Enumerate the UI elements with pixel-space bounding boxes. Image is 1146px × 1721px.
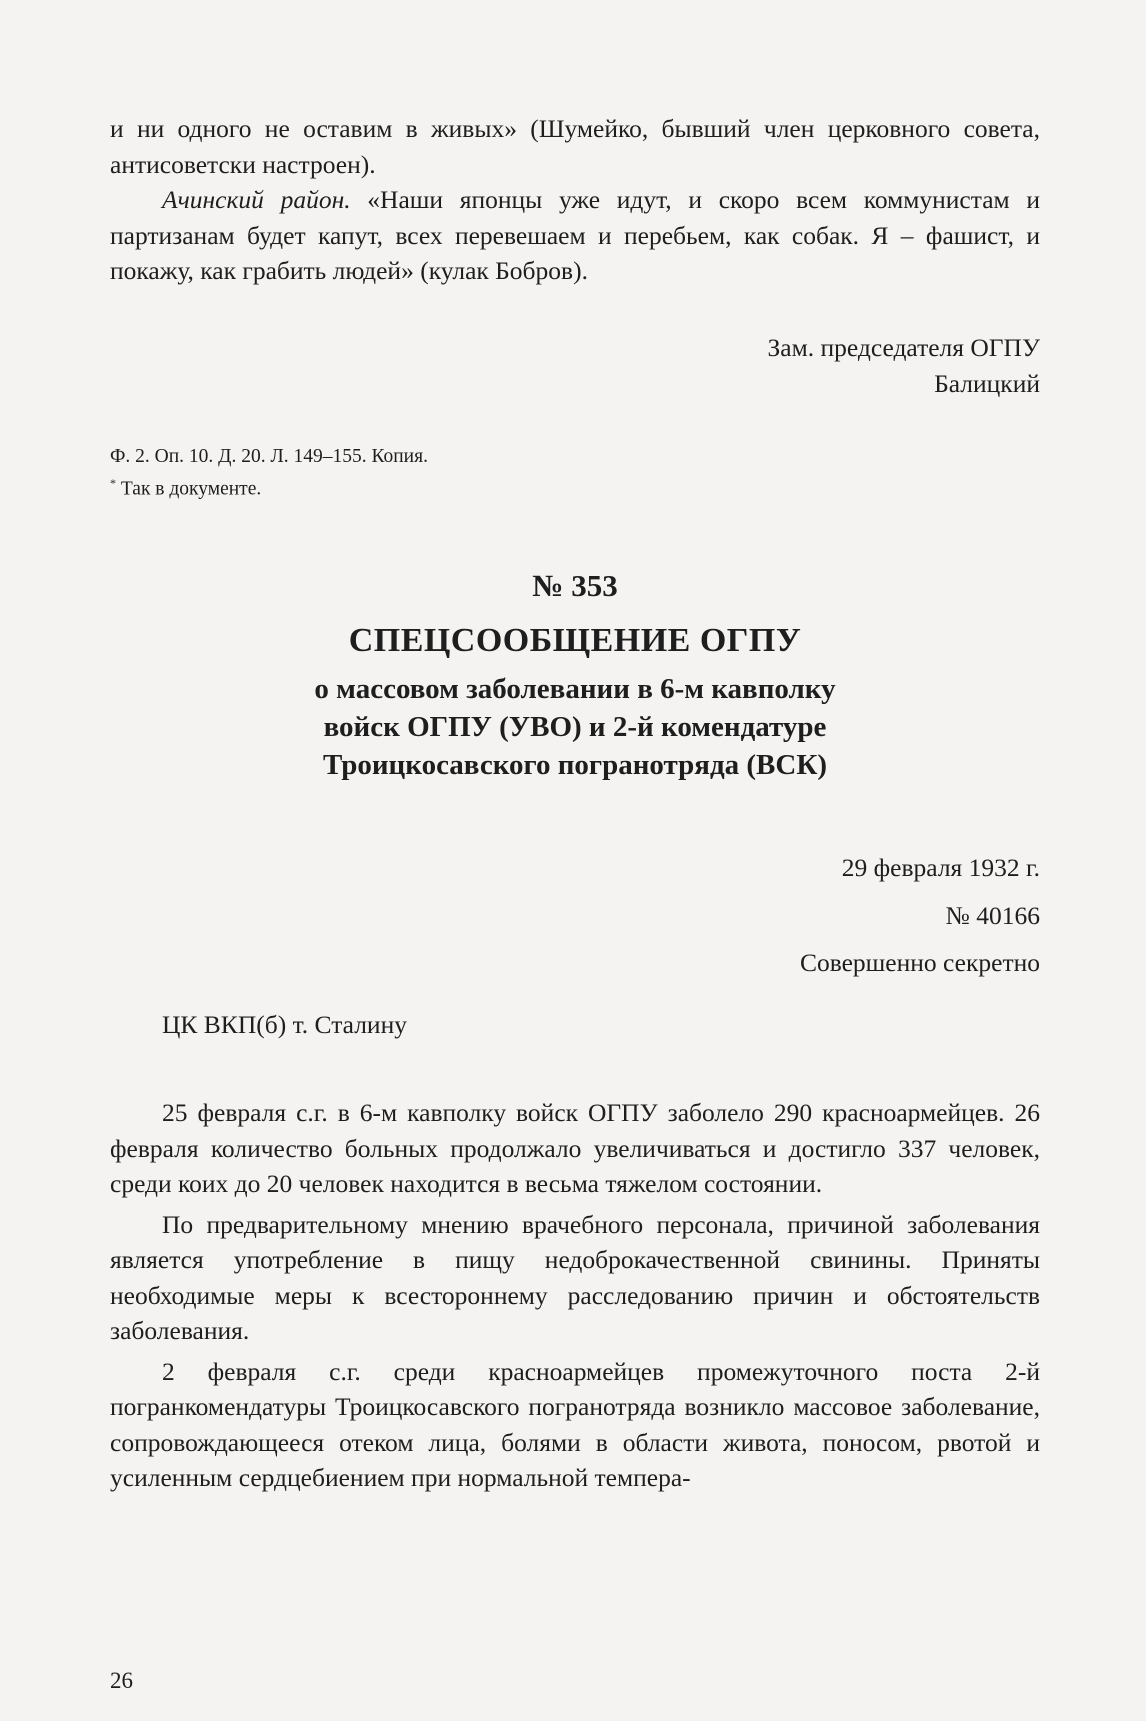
footnote-mark: *	[110, 476, 116, 490]
prev-paragraph-1: и ни одного не оставим в живых» (Шумейко, бывший член церковного совета, антисоветски настроен).	[110, 114, 1040, 179]
prev-paragraph-2	[110, 182, 1040, 289]
doc-meta	[110, 850, 1040, 981]
doc-title: СПЕЦСООБЩЕНИЕ ОГПУ	[348, 622, 802, 659]
addressee-block	[110, 1007, 1040, 1043]
district-name: Ачинский район.	[162, 185, 351, 214]
archive-reference: Ф. 2. Оп. 10. Д. 20. Л. 149–155. Копия.	[110, 446, 428, 467]
archive-notes	[110, 444, 1040, 503]
doc-subtitle-line-1: о массовом заболевании в 6-м кавполку	[314, 673, 836, 705]
doc-date: 29 февраля 1932 г.	[841, 853, 1040, 882]
signature-block	[110, 330, 1040, 401]
body-paragraph: 25 февраля с.г. в 6-м кавполку войск ОГПУ заболело 290 красноармейцев. 26 февраля количество больных продолжало увеличиваться и достигло 337 человек, среди коих до 20 человек находится в весьма тяжелом состоянии.	[110, 1098, 1040, 1198]
signature-name: Балицкий	[934, 368, 1040, 398]
body-paragraph: 2 февраля с.г. среди красноармейцев промежуточного поста 2-й погранкомендатуры Троицкосавского погранотряда возникло массовое заболевание, сопровождающееся отеком лица, болями в области живота, поносом, рвотой и усиленным сердцебиением при нормальной темпера-	[110, 1356, 1040, 1492]
doc-subtitle-line-2: войск ОГПУ (УВО) и 2-й комендатуре	[323, 711, 827, 743]
doc-number: № 353	[532, 568, 618, 603]
doc-heading	[110, 568, 1040, 784]
prev-doc-text	[110, 111, 1040, 289]
doc-reg-number: № 40166	[945, 900, 1040, 930]
doc-body	[110, 1095, 1040, 1496]
footnote-text: Так в документе.	[116, 478, 262, 500]
prev-paragraph-2-text: «Наши японцы уже идут, и скоро всем коммунистам и партизанам будет капут, всех перевешаем и перебьем, как собак. Я – фашист, и покажу, как грабить людей» (кулак Бобров).	[110, 185, 1040, 285]
addressee: ЦК ВКП(б) т. Сталину	[162, 1010, 407, 1039]
body-paragraph: По предварительному мнению врачебного персонала, причиной заболевания является употребление в пищу недоброкачественной свинины. Приняты необходимые меры к всестороннему расследованию причин и обстоятельств заболевания.	[110, 1209, 1040, 1345]
doc-subtitle-line-3: Троицкосавского погранотряда (ВСК)	[322, 749, 828, 781]
signature-title: Зам. председателя ОГПУ	[767, 333, 1040, 362]
doc-classification: Совершенно секретно	[799, 948, 1040, 977]
footnote	[110, 470, 1040, 503]
page-number: 26	[110, 1668, 133, 1693]
